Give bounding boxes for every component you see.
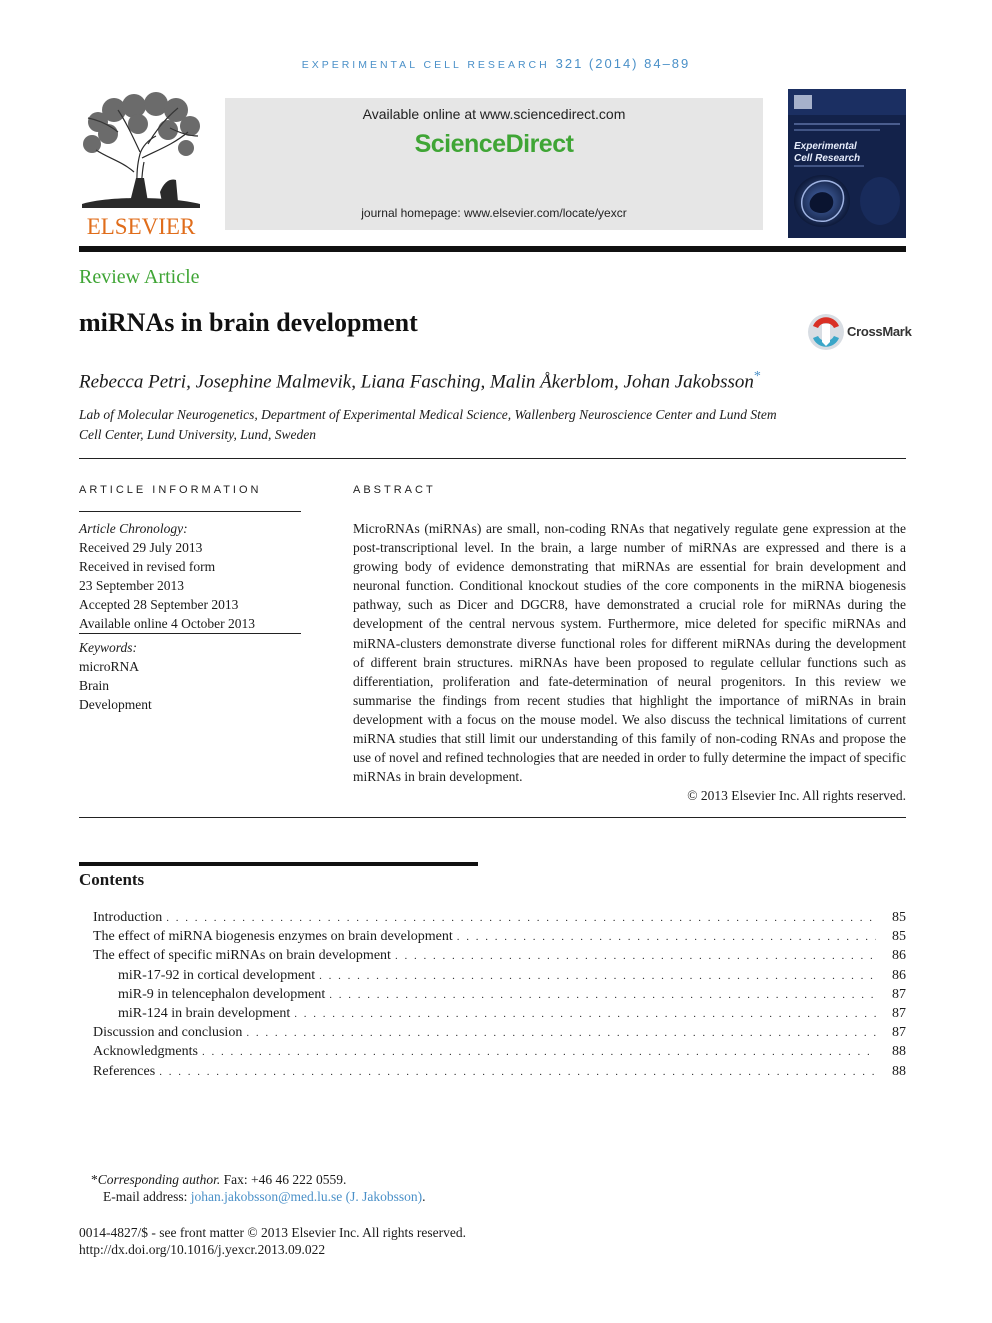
revised-label: Received in revised form [79, 559, 216, 574]
available-date: Available online 4 October 2013 [79, 614, 301, 634]
toc-label: miR-124 in brain development [118, 1005, 291, 1021]
corresponding-footnote [79, 1171, 426, 1205]
table-of-contents [79, 910, 906, 1083]
toc-entry[interactable] [79, 948, 906, 967]
contents-title: Contents [79, 870, 145, 889]
keyword: microRNA [79, 659, 139, 674]
toc-page: 87 [892, 986, 906, 1002]
toc-entry[interactable] [79, 1064, 906, 1083]
abstract-divider [79, 817, 906, 818]
abstract-copyright: © 2013 Elsevier Inc. All rights reserved. [687, 788, 906, 803]
toc-entry[interactable] [79, 1044, 906, 1063]
keyword: Brain [79, 678, 109, 693]
toc-entry[interactable] [79, 968, 906, 987]
toc-label: Discussion and conclusion [93, 1025, 243, 1041]
affiliation: Lab of Molecular Neurogenetics, Department of Experimental Medical Science, Wallenberg Neuroscience Center and Lund Stem Cell Center, Lund University, Lund, Sweden [79, 407, 777, 442]
article-type: Review Article [79, 266, 200, 288]
toc-leader [294, 1008, 876, 1020]
journal-cover-image [788, 89, 906, 238]
toc-label: miR-9 in telencephalon development [118, 986, 326, 1002]
elsevier-tree-icon [78, 92, 204, 238]
cover-title-line1: Experimental [794, 141, 857, 152]
toc-entry[interactable] [79, 1025, 906, 1044]
toc-entry[interactable] [79, 929, 906, 948]
toc-leader [329, 989, 876, 1001]
keywords-label: Keywords: [79, 640, 137, 655]
elsevier-wordmark: ELSEVIER [86, 214, 196, 238]
email-link[interactable]: johan.jakobsson@med.lu.se [190, 1189, 343, 1204]
toc-leader [202, 1046, 876, 1058]
journal-name: EXPERIMENTAL CELL RESEARCH [301, 59, 550, 71]
chronology-label: Article Chronology: [79, 521, 188, 536]
abstract-heading: ABSTRACT [353, 484, 436, 496]
toc-label: miR-17-92 in cortical development [118, 967, 316, 983]
fax-number: Fax: +46 46 222 0559. [220, 1172, 347, 1187]
crossmark-icon [807, 312, 845, 352]
toc-page: 86 [892, 948, 906, 964]
abstract-text: MicroRNAs (miRNAs) are small, non-coding RNAs that negatively regulate gene expression at the post-transcriptional level. In the brain, a large number of miRNAs are expressed and there is a growing body of evidence demonstrating that miRNAs are essential for brain development and neuronal function. Conditional knockout studies of the core components in the miRNA biogenesis pathway, such as Dicer and DGCR8, have demonstrated a crucial role for miRNAs during the development of the central nervous system. Furthermore, mice deleted for specific miRNAs and miRNA-clusters demonstrate diverse functional roles for different miRNAs during the development of different brain structures. miRNAs have been proposed to regulate cellular functions such as differentiation, proliferation and fate-determination of neural progenitors. In this review we summarise the findings from recent studies that highlight the importance of miRNAs in brain development with a focus on the mouse model. We also discuss the technical limitations of current miRNA studies that still limit our understanding of this family of non-coding RNAs and propose the use of novel and refined technologies that are needed in order to fully determine the impact of specific miRNAs in brain development. [353, 521, 906, 785]
affiliation-divider [79, 458, 906, 459]
toc-leader [159, 1066, 876, 1078]
author-list [79, 369, 761, 393]
toc-entry[interactable] [79, 1006, 906, 1025]
journal-citation-line [0, 56, 992, 71]
header-divider [79, 246, 906, 252]
toc-label: The effect of miRNA biogenesis enzymes on brain development [93, 929, 453, 945]
toc-entry[interactable] [79, 910, 906, 929]
email-author-link[interactable]: (J. Jakobsson) [345, 1189, 423, 1204]
toc-label: Acknowledgments [93, 1044, 198, 1060]
toc-page: 87 [892, 1025, 906, 1041]
toc-leader [166, 912, 876, 924]
toc-page: 88 [892, 1063, 906, 1079]
article-info-divider [79, 511, 301, 512]
article-info-heading: ARTICLE INFORMATION [79, 484, 262, 496]
accepted-date: Accepted 28 September 2013 [79, 597, 239, 612]
email-label: E-mail address: [103, 1189, 191, 1204]
toc-label: The effect of specific miRNAs on brain development [93, 948, 391, 964]
email-end: . [422, 1189, 426, 1204]
toc-leader [246, 1027, 876, 1039]
page-bottom-info [79, 1224, 466, 1258]
crossmark-badge[interactable] [807, 312, 912, 352]
contents-bar [79, 862, 478, 866]
toc-page: 85 [892, 910, 906, 925]
toc-label: Introduction [93, 910, 163, 925]
toc-leader [457, 931, 876, 943]
volume-info: 321 (2014) 84–89 [555, 56, 691, 71]
authors-text: Rebecca Petri, Josephine Malmevik, Liana Fasching, Malin Åkerblom, Johan Jakobsson [79, 371, 754, 393]
footnote-star: * [91, 1172, 98, 1187]
sciencedirect-banner [225, 98, 763, 230]
keyword: Development [79, 697, 152, 712]
toc-page: 85 [892, 929, 906, 945]
journal-homepage[interactable]: journal homepage: www.elsevier.com/locate/yexcr [361, 206, 627, 220]
issn-line: 0014-4827/$ - see front matter © 2013 Elsevier Inc. All rights reserved. [79, 1225, 467, 1240]
toc-entry[interactable] [79, 987, 906, 1006]
cover-title-line2: Cell Research [794, 153, 861, 164]
toc-page: 86 [892, 967, 906, 983]
corresponding-label: Corresponding author. [97, 1172, 221, 1187]
corresponding-author-mark[interactable]: * [753, 369, 761, 384]
sciencedirect-brand[interactable]: ScienceDirect [414, 130, 574, 158]
article-title: miRNAs in brain development [79, 308, 418, 337]
available-online-text: Available online at www.sciencedirect.com [362, 106, 626, 122]
revised-date: 23 September 2013 [79, 578, 184, 593]
doi-link[interactable]: http://dx.doi.org/10.1016/j.yexcr.2013.09.022 [79, 1242, 326, 1257]
received-date: Received 29 July 2013 [79, 540, 203, 555]
toc-label: References [93, 1063, 156, 1079]
elsevier-logo [78, 92, 204, 238]
toc-page: 88 [892, 1044, 906, 1060]
toc-page: 87 [892, 1005, 906, 1021]
toc-leader [395, 950, 876, 962]
crossmark-label: CrossMark [847, 324, 912, 339]
article-info-block [79, 519, 301, 714]
toc-leader [319, 970, 876, 982]
